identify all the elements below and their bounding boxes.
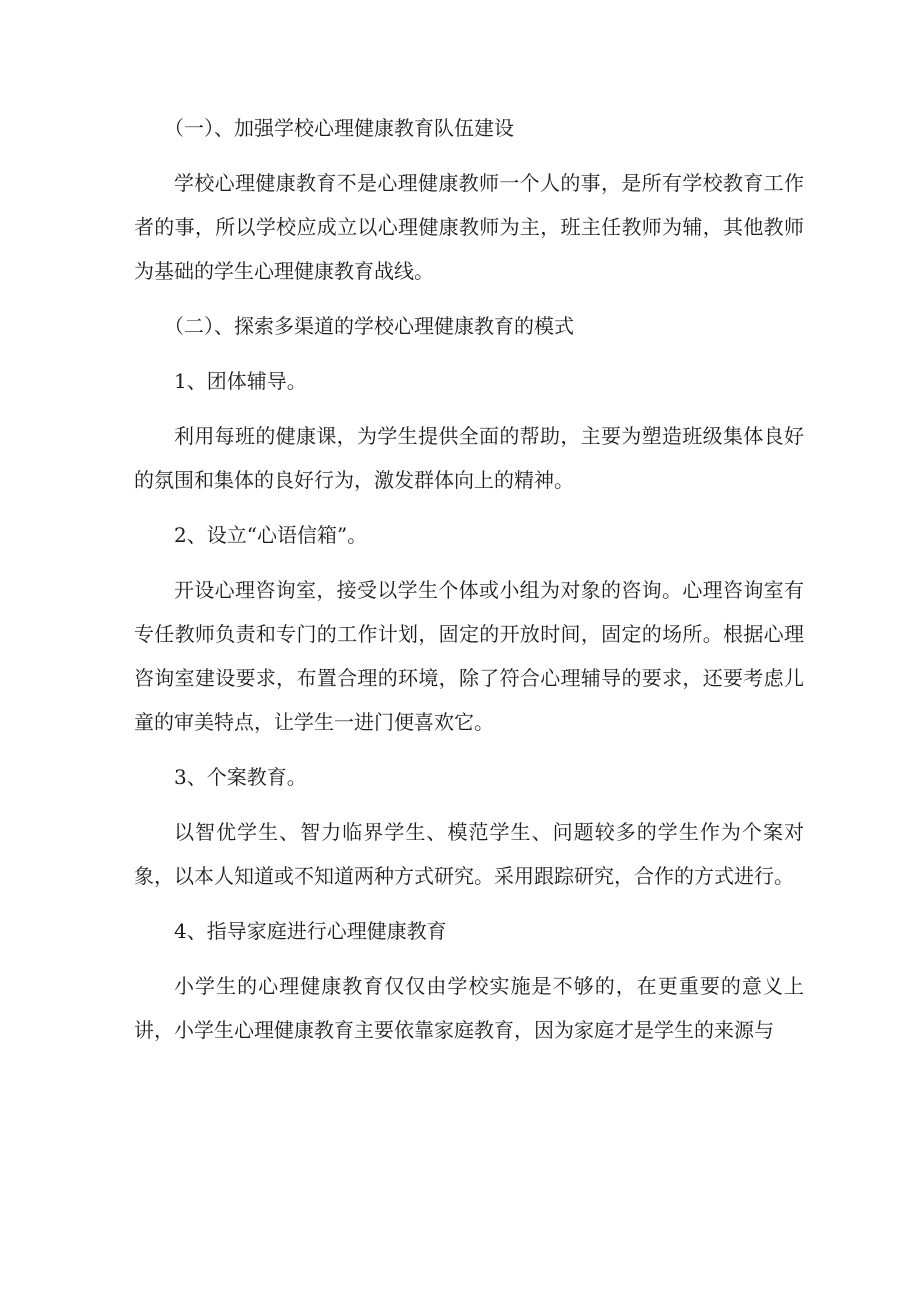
item-1-text: 利用每班的健康课，为学生提供全面的帮助，主要为塑造班级集体良好的氛围和集体的良好行为，激发群体向上的精神。 [134,424,804,492]
section-heading-2: （二）、探索多渠道的学校心理健康教育的模式 [164,314,574,338]
item-2-text: 开设心理咨询室，接受以学生个体或小组为对象的咨询。心理咨询室有专任教师负责和专门的工作计划，固定的开放时间，固定的场所。根据心理咨询室建设要求，布置合理的环境，除了符合心理辅导的要求，还要考虑儿童的审美特点，让学生一进门便喜欢它。 [134,578,804,734]
item-3-text: 以智优学生、智力临界学生、模范学生、问题较多的学生作为个案对象，以本人知道或不知道两种方式研究。采用跟踪研究，合作的方式进行。 [134,820,804,888]
section-heading-1: （一）、加强学校心理健康教育队伍建设 [164,116,514,140]
item-4-title: 4、指导家庭进行心理健康教育 [174,919,447,943]
item-2-title: 2、设立“心语信箱”。 [174,523,368,547]
item-3-title: 3、个案教育。 [174,765,307,789]
paragraph-team-building: 学校心理健康教育不是心理健康教师一个人的事，是所有学校教育工作者的事，所以学校应成立以心理健康教师为主，班主任教师为辅，其他教师为基础的学生心理健康教育战线。 [134,171,804,283]
document-body [134,106,804,1063]
item-4-text: 小学生的心理健康教育仅仅由学校实施是不够的，在更重要的意义上讲，小学生心理健康教育主要依靠家庭教育，因为家庭才是学生的来源与 [134,974,804,1042]
item-1-title: 1、团体辅导。 [174,369,307,393]
